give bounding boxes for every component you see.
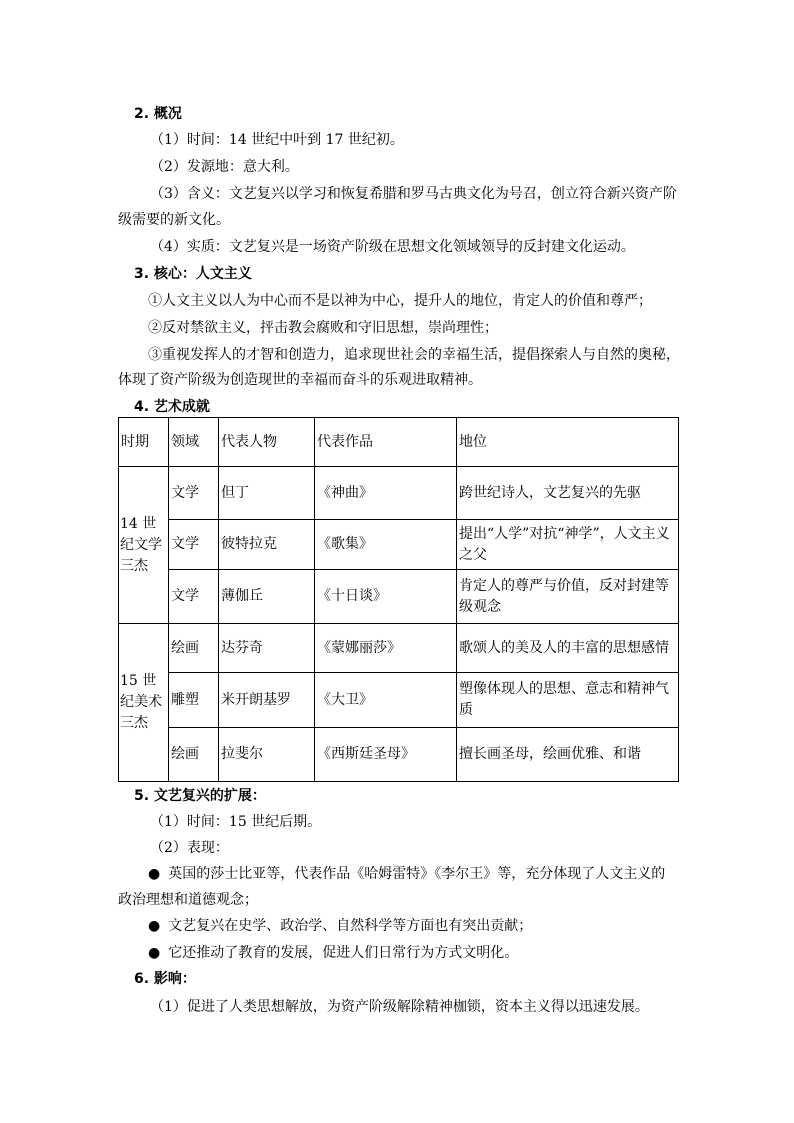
header-figure: 代表人物	[219, 418, 315, 467]
section-5-heading: 5. 文艺复兴的扩展：	[134, 788, 266, 804]
header-work: 代表作品	[315, 418, 457, 467]
bullet-text: 它还推动了教育的发展，促进人们日常行为方式文明化。	[168, 945, 519, 961]
section-2-item-4: （4）实质：文艺复兴是一场资产阶级在思想文化领域领导的反封建文化运动。	[150, 239, 635, 255]
section-4-heading: 4. 艺术成就	[134, 399, 210, 415]
period-cell: 15 世纪美术三杰	[119, 624, 169, 782]
bullet-icon: ●	[148, 918, 161, 934]
field-cell: 绘画	[169, 624, 219, 673]
status-cell: 提出“人学”对抗“神学”，人文主义之父	[457, 520, 679, 570]
table-row	[119, 624, 679, 673]
section-3-heading: 3. 核心：人文主义	[134, 266, 252, 282]
section-3-item-1: ①人文主义以人为中心而不是以神为中心，提升人的地位，肯定人的价值和尊严；	[148, 293, 652, 309]
section-5-item-2: （2）表现：	[150, 840, 229, 856]
bullet-text: 英国的莎士比亚等，代表作品《哈姆雷特》《李尔王》等，充分体现了人文主义的	[168, 866, 666, 882]
field-cell: 文学	[169, 467, 219, 520]
field-cell: 文学	[169, 570, 219, 624]
header-status: 地位	[457, 418, 679, 467]
field-cell: 雕塑	[169, 673, 219, 728]
bullet-icon: ●	[148, 945, 161, 961]
section-6-item-1: （1）促进了人类思想解放，为资产阶级解除精神枷锁，资本主义得以迅速发展。	[150, 999, 649, 1015]
period-cell: 14 世纪文学三杰	[119, 467, 169, 624]
figure-cell: 达芬奇	[219, 624, 315, 673]
section-6-heading: 6. 影响：	[134, 971, 196, 987]
figure-cell: 彼特拉克	[219, 520, 315, 570]
section-3-item-2: ②反对禁欲主义，抨击教会腐败和守旧思想，崇尚理性；	[148, 320, 498, 336]
figure-cell: 米开朗基罗	[219, 673, 315, 728]
section-3-item-3: ③重视发挥人的才智和创造力，追求现世社会的幸福生活，提倡探索人与自然的奥秘，	[148, 347, 680, 363]
figure-cell: 薄伽丘	[219, 570, 315, 624]
field-cell: 绘画	[169, 728, 219, 782]
section-2-item-3: （3）含义：文艺复兴以学习和恢复希腊和罗马古典文化为号召，创立符合新兴资产阶	[150, 186, 677, 202]
status-cell: 歌颂人的美及人的丰富的思想感情	[457, 624, 679, 673]
status-cell: 塑像体现人的思想、意志和精神气质	[457, 673, 679, 728]
section-3-item-3-cont: 体现了资产阶级为创造现世的幸福而奋斗的乐观进取精神。	[118, 372, 482, 388]
figure-cell: 但丁	[219, 467, 315, 520]
bullet-icon: ●	[148, 866, 161, 882]
section-5-bullet-1	[148, 864, 665, 884]
table-row	[119, 570, 679, 624]
status-cell: 擅长画圣母，绘画优雅、和谐	[457, 728, 679, 782]
table-row	[119, 728, 679, 782]
art-achievements-table	[118, 417, 679, 782]
figure-cell: 拉斐尔	[219, 728, 315, 782]
field-cell: 文学	[169, 520, 219, 570]
work-cell: 《大卫》	[315, 673, 457, 728]
work-cell: 《蒙娜丽莎》	[315, 624, 457, 673]
bullet-text: 文艺复兴在史学、政治学、自然科学等方面也有突出贡献；	[168, 918, 533, 934]
section-2-item-3-cont: 级需要的新文化。	[118, 212, 230, 228]
work-cell: 《神曲》	[315, 467, 457, 520]
section-2-item-1: （1）时间：14 世纪中叶到 17 世纪初。	[150, 132, 404, 148]
header-field: 领域	[169, 418, 219, 467]
section-5-bullet-1-cont: 政治理想和道德观念；	[118, 892, 258, 908]
table-row	[119, 467, 679, 520]
section-5-bullet-2	[148, 916, 532, 936]
section-5-item-1: （1）时间：15 世纪后期。	[150, 814, 322, 830]
table-header-row	[119, 418, 679, 467]
status-cell: 肯定人的尊严与价值，反对封建等级观念	[457, 570, 679, 624]
header-period: 时期	[119, 418, 169, 467]
status-cell: 跨世纪诗人，文艺复兴的先驱	[457, 467, 679, 520]
section-5-bullet-3	[148, 943, 518, 963]
section-2-heading: 2. 概况	[134, 106, 182, 122]
work-cell: 《歌集》	[315, 520, 457, 570]
section-2-item-2: （2）发源地：意大利。	[150, 159, 299, 175]
table-row	[119, 673, 679, 728]
work-cell: 《西斯廷圣母》	[315, 728, 457, 782]
work-cell: 《十日谈》	[315, 570, 457, 624]
table-row	[119, 520, 679, 570]
